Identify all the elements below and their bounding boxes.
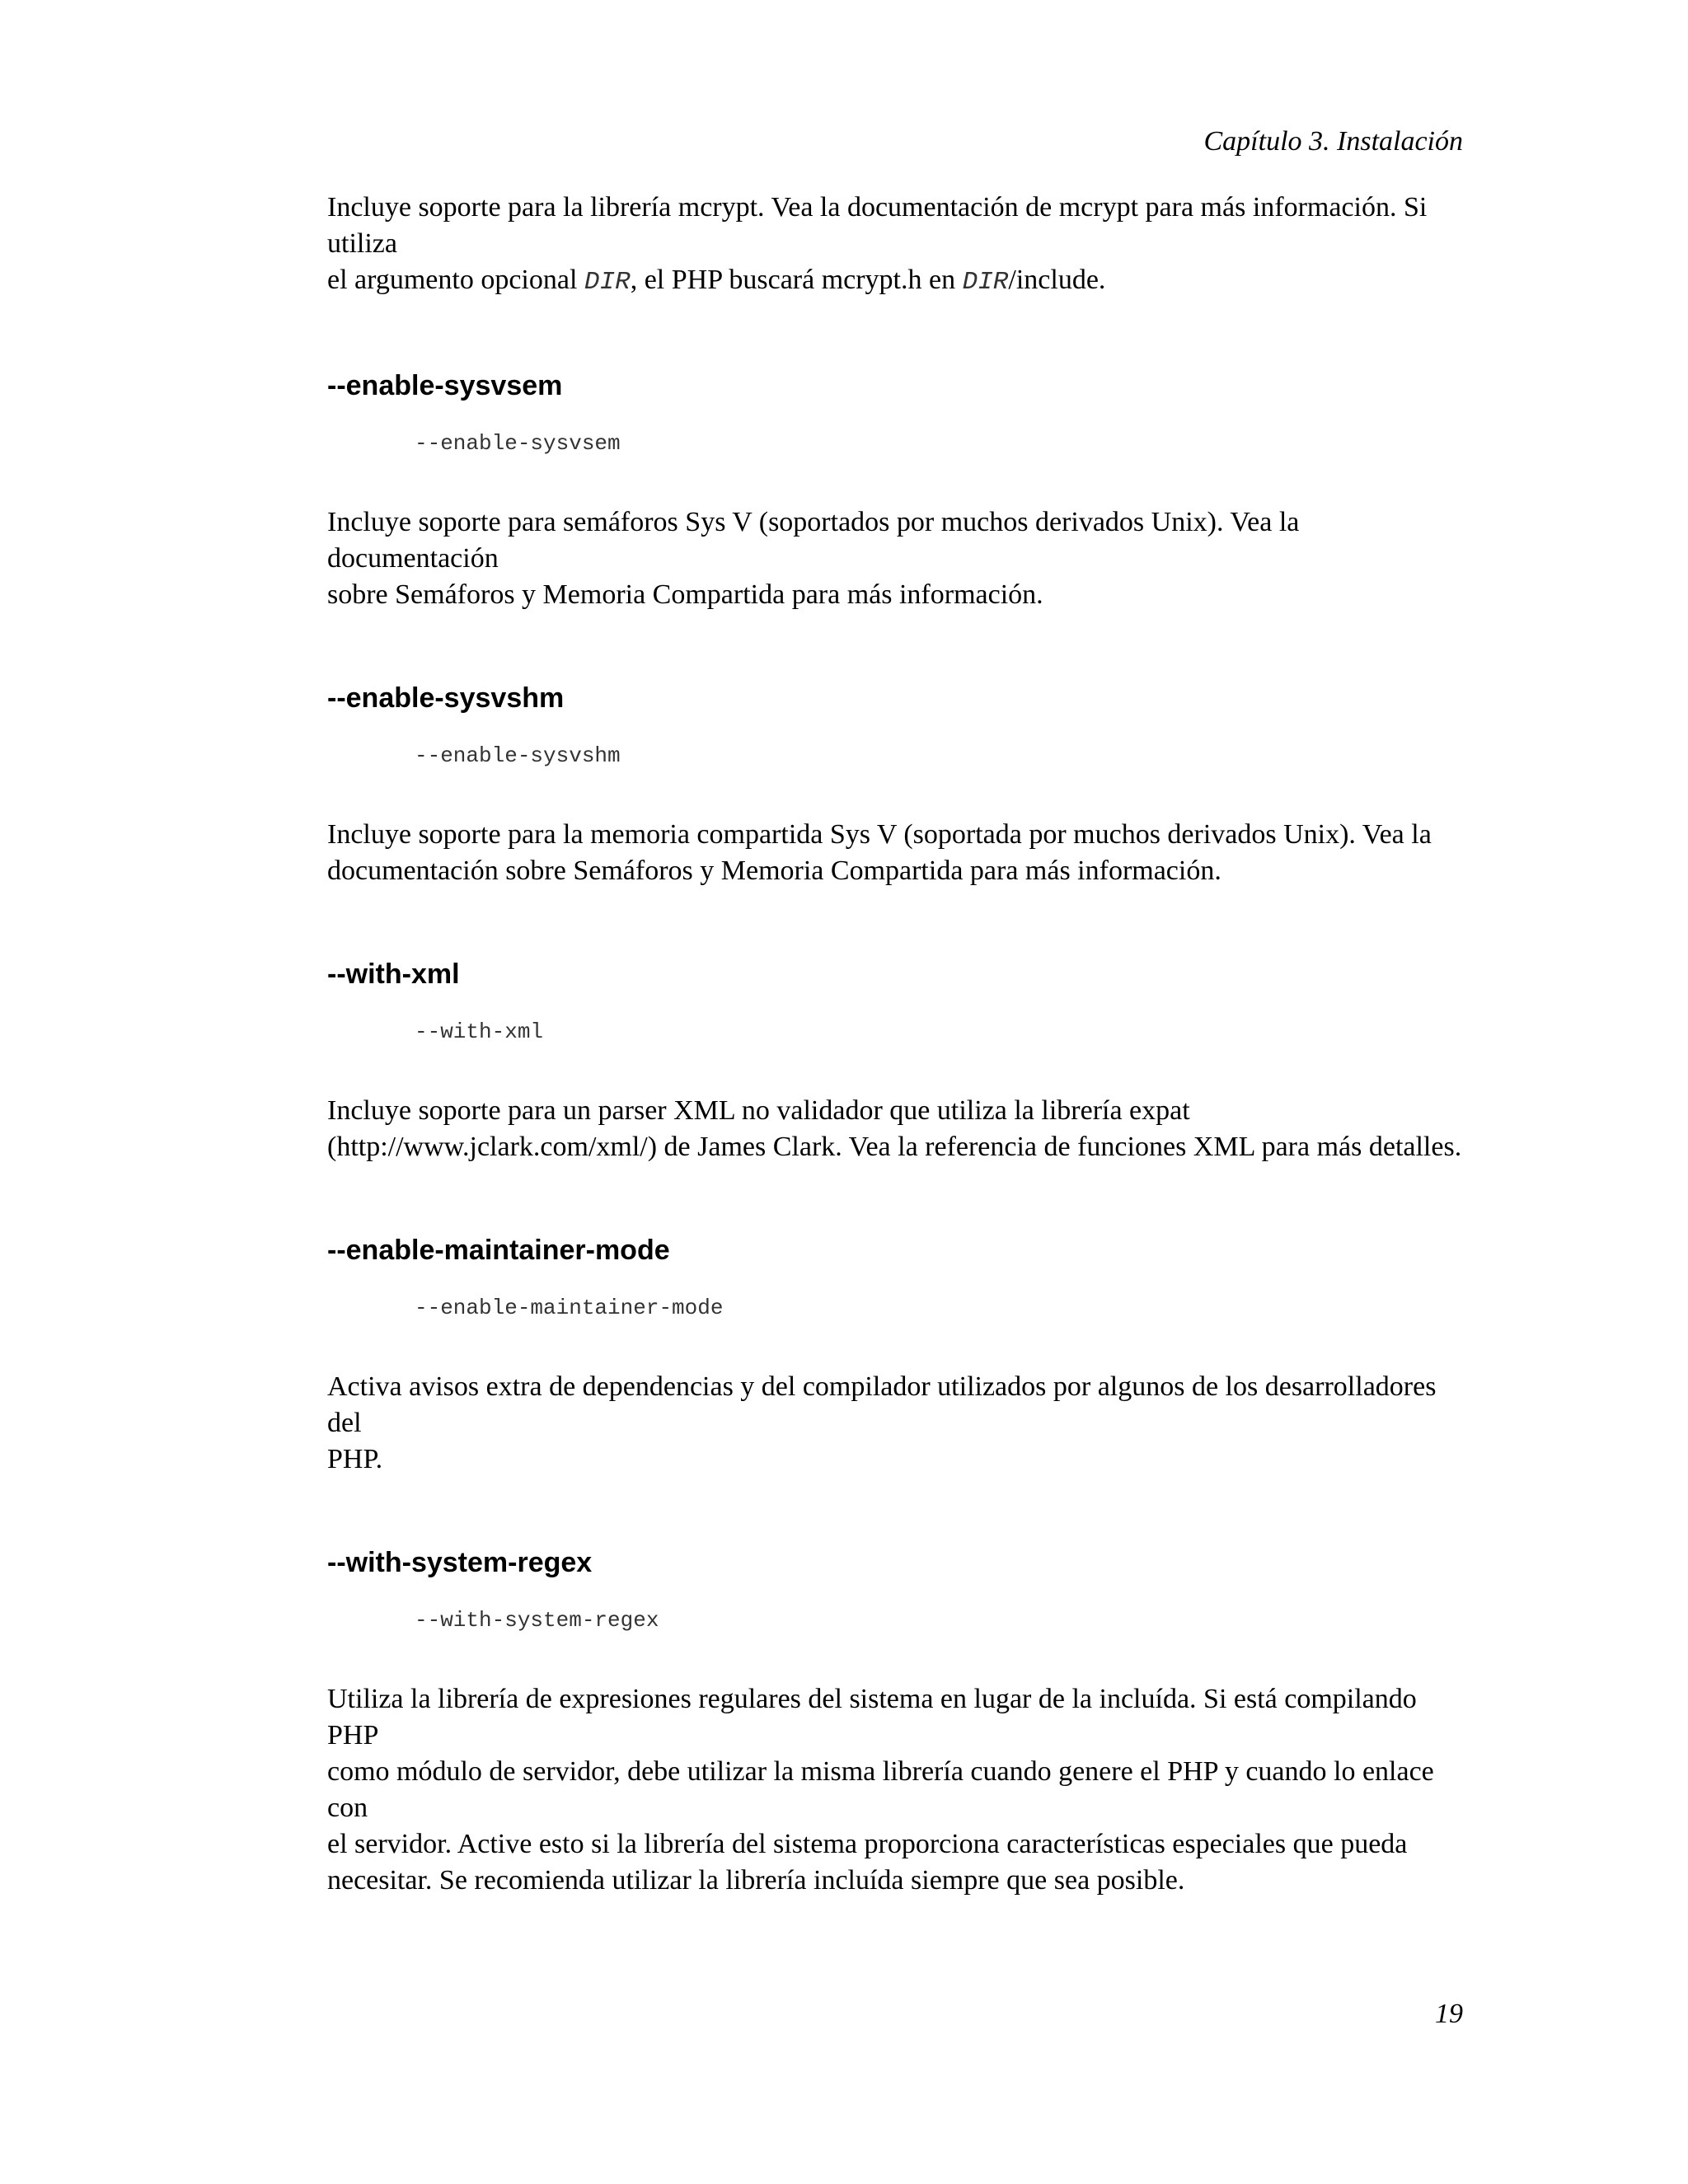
intro-line-1: Incluye soporte para la librería mcrypt. Vea la documentación de mcrypt para más información. Si utiliza [327,192,1428,259]
intro-line-2-post: /include. [1008,265,1106,295]
running-header: Capítulo 3. Instalación [1203,126,1463,157]
replaceable-dir-1: DIR [584,268,631,297]
description-line: como módulo de servidor, debe utilizar la misma librería cuando genere el PHP y cuando lo enlace con [327,1756,1434,1823]
option-synopsis: --enable-sysvsem [415,431,621,456]
description-line: documentación sobre Semáforos y Memoria Compartida para más información. [327,855,1221,886]
option-heading: --enable-sysvsem [327,370,563,401]
intro-line-2-mid: , el PHP buscará mcrypt.h en [630,265,963,295]
description-line: Utiliza la librería de expresiones regulares del sistema en lugar de la incluída. Si está compilando PHP [327,1684,1417,1750]
page-number: 19 [1435,1999,1463,2029]
intro-line-2-pre: el argumento opcional [327,265,584,295]
option-description [327,1369,1473,1478]
option-heading: --with-system-regex [327,1547,593,1578]
option-synopsis: --with-system-regex [415,1608,659,1633]
description-line: necesitar. Se recomienda utilizar la librería incluída siempre que sea posible. [327,1865,1185,1896]
option-heading: --with-xml [327,958,460,990]
option-entry-with-system-regex [327,1544,1473,1899]
option-description [327,1093,1473,1165]
replaceable-dir-2: DIR [962,268,1009,297]
description-line: Incluye soporte para semáforos Sys V (soportados por muchos derivados Unix). Vea la documentación [327,507,1300,574]
option-synopsis: --with-xml [415,1019,544,1044]
description-line: Incluye soporte para un parser XML no validador que utiliza la librería expat [327,1095,1190,1126]
description-line: PHP. [327,1444,383,1474]
description-line: el servidor. Active esto si la librería del sistema proporciona características especiales que pueda [327,1829,1408,1859]
option-synopsis: --enable-maintainer-mode [415,1296,724,1320]
option-entry-enable-sysvsem [327,368,1473,613]
option-entry-with-xml [327,956,1473,1165]
option-entry-enable-sysvshm [327,680,1473,889]
option-synopsis: --enable-sysvshm [415,743,621,768]
option-description [327,1681,1473,1899]
option-heading: --enable-maintainer-mode [327,1235,670,1266]
description-line: sobre Semáforos y Memoria Compartida para más información. [327,579,1043,610]
option-entry-enable-maintainer-mode [327,1232,1473,1478]
option-description [327,504,1473,613]
page-content [327,190,1473,1899]
option-heading: --enable-sysvshm [327,682,565,714]
description-line: Incluye soporte para la memoria compartida Sys V (soportada por muchos derivados Unix). Vea la [327,819,1432,850]
description-line: Activa avisos extra de dependencias y del compilador utilizados por algunos de los desarrolladores del [327,1371,1437,1438]
option-description [327,817,1473,889]
intro-paragraph [327,190,1473,301]
description-line: (http://www.jclark.com/xml/) de James Clark. Vea la referencia de funciones XML para más detalles. [327,1132,1462,1162]
